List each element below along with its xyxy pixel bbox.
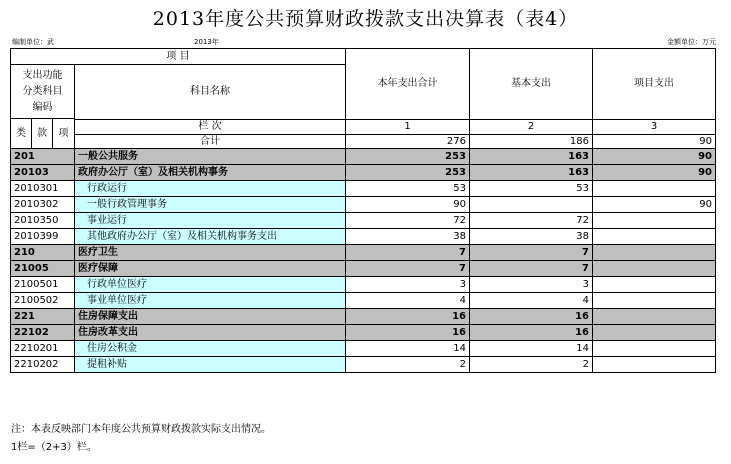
row-code: 22102 <box>11 325 75 341</box>
report-title: 2013年度公共预算财政拨款支出决算表（表4） <box>152 8 579 30</box>
amount-unit: 金额单位：万元 <box>667 38 716 46</box>
row-basic: 3 <box>470 277 593 293</box>
table-row <box>11 213 716 229</box>
table-row <box>11 341 716 357</box>
row-total: 14 <box>346 341 470 357</box>
row-name: 医疗保障 <box>75 261 346 277</box>
row-name: 医疗卫生 <box>75 245 346 261</box>
table-row <box>11 325 716 341</box>
total-label: 合计 <box>75 135 346 149</box>
row-project <box>593 341 716 357</box>
row-project: 90 <box>593 197 716 213</box>
row-total: 7 <box>346 261 470 277</box>
row-name: 其他政府办公厅（室）及相关机构事务支出 <box>75 229 346 245</box>
row-name: 行政运行 <box>75 181 346 197</box>
row-basic: 14 <box>470 341 593 357</box>
compiling-unit: 编制单位：武 <box>12 38 54 46</box>
table-row <box>11 245 716 261</box>
row-total: 72 <box>346 213 470 229</box>
row-name: 住房改革支出 <box>75 325 346 341</box>
row-basic: 163 <box>470 149 593 165</box>
row-total: 2 <box>346 357 470 373</box>
table-row <box>11 357 716 373</box>
row-total: 16 <box>346 325 470 341</box>
row-basic: 53 <box>470 181 593 197</box>
row-name: 事业运行 <box>75 213 346 229</box>
row-project <box>593 309 716 325</box>
row-basic: 7 <box>470 245 593 261</box>
col-number-1: 1 <box>346 120 470 135</box>
row-project: 90 <box>593 165 716 181</box>
row-project <box>593 181 716 197</box>
table-row <box>11 165 716 181</box>
row-code: 21005 <box>11 261 75 277</box>
row-project <box>593 277 716 293</box>
row-project <box>593 357 716 373</box>
row-project <box>593 325 716 341</box>
row-total: 90 <box>346 197 470 213</box>
table-row <box>11 293 716 309</box>
row-project: 90 <box>593 149 716 165</box>
total-amount: 276 <box>346 135 470 149</box>
header-total: 本年支出合计 <box>346 49 470 120</box>
total-project: 90 <box>593 135 716 149</box>
expenditure-table <box>10 48 716 373</box>
row-project <box>593 293 716 309</box>
row-total: 253 <box>346 165 470 181</box>
header-name-label: 科目名称 <box>75 65 346 120</box>
header-xiang: 项 <box>53 119 75 149</box>
table-row <box>11 309 716 325</box>
row-total: 253 <box>346 149 470 165</box>
row-name: 行政单位医疗 <box>75 277 346 293</box>
row-project <box>593 261 716 277</box>
table-row <box>11 229 716 245</box>
row-name: 一般公共服务 <box>75 149 346 165</box>
row-project <box>593 229 716 245</box>
row-basic: 16 <box>470 309 593 325</box>
row-basic: 16 <box>470 325 593 341</box>
row-name: 住房公积金 <box>75 341 346 357</box>
row-basic: 2 <box>470 357 593 373</box>
header-item: 项 目 <box>11 49 346 65</box>
row-code: 2010399 <box>11 229 75 245</box>
row-code: 20103 <box>11 165 75 181</box>
row-code: 2010350 <box>11 213 75 229</box>
report-year: 2013年 <box>194 38 219 46</box>
row-code: 201 <box>11 149 75 165</box>
header-basic: 基本支出 <box>470 49 593 120</box>
row-code: 2100502 <box>11 293 75 309</box>
table-row <box>11 277 716 293</box>
header-lei: 类 <box>11 119 32 149</box>
row-total: 4 <box>346 293 470 309</box>
header-project: 项目支出 <box>593 49 716 120</box>
row-code: 2100501 <box>11 277 75 293</box>
header-lan-ci: 栏 次 <box>75 120 346 135</box>
col-number-2: 2 <box>470 120 593 135</box>
row-code: 2010302 <box>11 197 75 213</box>
row-basic: 7 <box>470 261 593 277</box>
header-code-label: 支出功能分类科目编码 <box>11 65 75 119</box>
table-row <box>11 261 716 277</box>
table-row <box>11 197 716 213</box>
header-kuan: 款 <box>32 119 53 149</box>
row-basic: 4 <box>470 293 593 309</box>
row-basic <box>470 197 593 213</box>
row-total: 3 <box>346 277 470 293</box>
row-code: 221 <box>11 309 75 325</box>
row-code: 2010301 <box>11 181 75 197</box>
row-basic: 38 <box>470 229 593 245</box>
row-total: 16 <box>346 309 470 325</box>
row-project <box>593 245 716 261</box>
table-row <box>11 181 716 197</box>
footnote-1: 注：本表反映部门本年度公共预算财政拨款实际支出情况。 <box>11 424 271 435</box>
row-code: 210 <box>11 245 75 261</box>
row-code: 2210201 <box>11 341 75 357</box>
col-number-3: 3 <box>593 120 716 135</box>
row-total: 38 <box>346 229 470 245</box>
row-basic: 72 <box>470 213 593 229</box>
row-name: 政府办公厅（室）及相关机构事务 <box>75 165 346 181</box>
row-basic: 163 <box>470 165 593 181</box>
row-name: 一般行政管理事务 <box>75 197 346 213</box>
row-name: 事业单位医疗 <box>75 293 346 309</box>
row-name: 提租补贴 <box>75 357 346 373</box>
footnote-2: 1栏=（2+3）栏。 <box>11 442 97 453</box>
row-name: 住房保障支出 <box>75 309 346 325</box>
table-row <box>11 149 716 165</box>
row-total: 53 <box>346 181 470 197</box>
row-project <box>593 213 716 229</box>
row-total: 7 <box>346 245 470 261</box>
row-code: 2210202 <box>11 357 75 373</box>
total-basic: 186 <box>470 135 593 149</box>
